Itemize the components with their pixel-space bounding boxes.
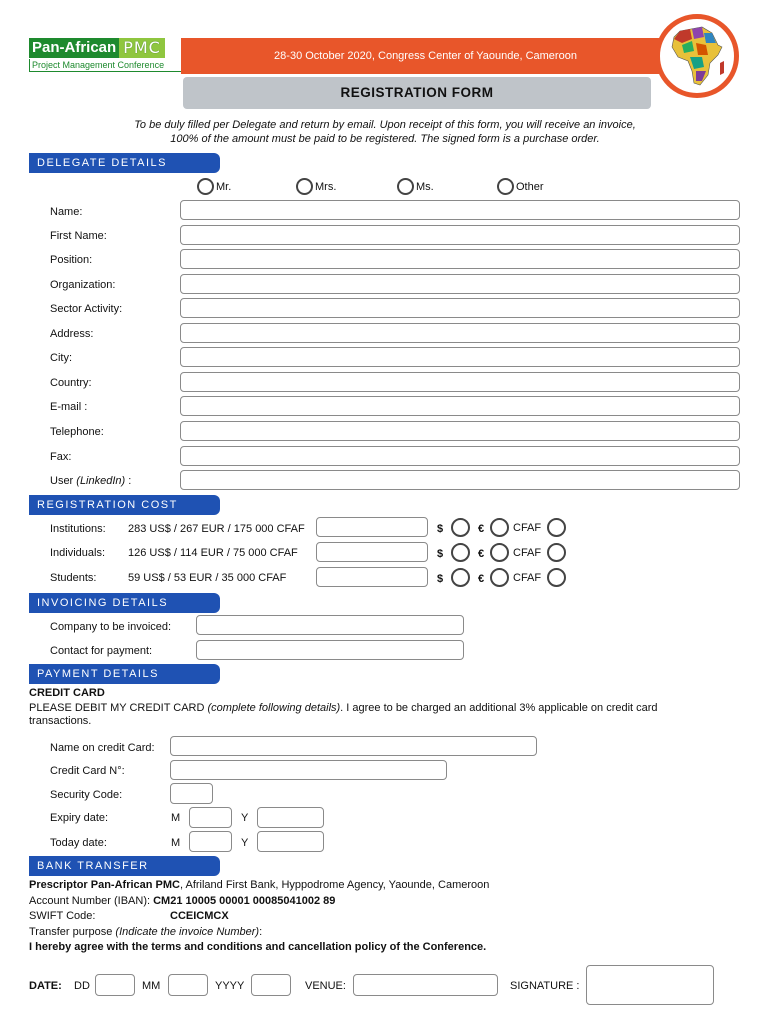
cur-eur-label: € [478, 573, 485, 585]
title-radio-ms[interactable] [397, 178, 414, 195]
today-y-label: Y [241, 837, 249, 849]
address-field[interactable] [180, 323, 740, 343]
cost-students-amount[interactable] [316, 567, 428, 587]
africa-map-icon [655, 14, 739, 98]
cost-students-price: 59 US$ / 53 EUR / 35 000 CFAF [128, 572, 287, 584]
fax-field[interactable] [180, 446, 740, 466]
title-label-other: Other [516, 181, 544, 193]
card-number-label: Credit Card N°: [50, 765, 125, 777]
cost-institutions-eur-radio[interactable] [490, 518, 509, 537]
agreement-text: I hereby agree with the terms and conditions and cancellation policy of the Conference. [29, 941, 487, 953]
credit-card-heading: CREDIT CARD [29, 687, 105, 699]
contact-payment-label: Contact for payment: [50, 645, 153, 657]
first-name-label: First Name: [50, 230, 107, 242]
footer-day-field[interactable] [95, 974, 135, 996]
position-label: Position: [50, 254, 93, 266]
event-banner: 28-30 October 2020, Congress Center of Yaounde, Cameroon [181, 38, 670, 74]
cur-eur-label: € [478, 548, 485, 560]
cost-institutions-label: Institutions: [50, 523, 106, 535]
title-label-mr: Mr. [216, 181, 232, 193]
cur-usd-label: $ [437, 523, 444, 535]
contact-payment-field[interactable] [196, 640, 464, 660]
cost-students-usd-radio[interactable] [451, 568, 470, 587]
security-code-field[interactable] [170, 783, 213, 804]
today-month-field[interactable] [189, 831, 232, 852]
section-payment-details: PAYMENT DETAILS [29, 664, 220, 684]
expiry-month-field[interactable] [189, 807, 232, 828]
cost-institutions-usd-radio[interactable] [451, 518, 470, 537]
intro-line-2: 100% of the amount must be paid to be registered. The signed form is a purchase order. [170, 133, 600, 145]
cost-individuals-usd-radio[interactable] [451, 543, 470, 562]
logo-pmc: PMC [119, 38, 165, 58]
linkedin-label: User (LinkedIn) : [50, 475, 132, 487]
today-m-label: M [171, 837, 181, 849]
logo-subtitle: Project Management Conference [29, 59, 187, 72]
footer-signature-label: SIGNATURE : [510, 980, 580, 992]
page-title: REGISTRATION FORM [183, 77, 651, 109]
footer-mm-label: MM [142, 980, 161, 992]
fax-label: Fax: [50, 451, 72, 463]
card-number-field[interactable] [170, 760, 447, 780]
footer-dd-label: DD [74, 980, 90, 992]
address-label: Address: [50, 328, 94, 340]
intro-line-1: To be duly filled per Delegate and return by email. Upon receipt of this form, you will receive an invoice, [134, 119, 636, 131]
organization-field[interactable] [180, 274, 740, 294]
name-label: Name: [50, 206, 83, 218]
footer-signature-field[interactable] [586, 965, 714, 1005]
footer-venue-label: VENUE: [305, 980, 346, 992]
footer-date-label: DATE: [29, 980, 62, 992]
sector-activity-field[interactable] [180, 298, 740, 318]
cost-individuals-eur-radio[interactable] [490, 543, 509, 562]
organization-label: Organization: [50, 279, 116, 291]
email-label: E-mail : [50, 401, 88, 413]
cost-individuals-amount[interactable] [316, 542, 428, 562]
section-delegate-details: DELEGATE DETAILS [29, 153, 220, 173]
title-label-ms: Ms. [416, 181, 434, 193]
country-label: Country: [50, 377, 92, 389]
transfer-purpose: Transfer purpose (Indicate the invoice Number): [29, 926, 263, 938]
name-field[interactable] [180, 200, 740, 220]
swift-value: CCEICMCX [170, 910, 229, 922]
title-radio-other[interactable] [497, 178, 514, 195]
cost-individuals-price: 126 US$ / 114 EUR / 75 000 CFAF [128, 547, 298, 559]
name-on-card-label: Name on credit Card: [50, 742, 155, 754]
iban-line: Account Number (IBAN): CM21 10005 00001 00085041002 89 [29, 895, 336, 907]
debit-text-cont: transactions. [29, 715, 92, 727]
city-field[interactable] [180, 347, 740, 367]
cost-institutions-price: 283 US$ / 267 EUR / 175 000 CFAF [128, 523, 305, 535]
section-bank-transfer: BANK TRANSFER [29, 856, 220, 876]
section-invoicing-details: INVOICING DETAILS [29, 593, 220, 613]
cost-institutions-amount[interactable] [316, 517, 428, 537]
linkedin-field[interactable] [180, 470, 740, 490]
intro-text [60, 118, 710, 146]
cost-students-label: Students: [50, 572, 97, 584]
cur-eur-label: € [478, 523, 485, 535]
cost-students-eur-radio[interactable] [490, 568, 509, 587]
company-invoiced-label: Company to be invoiced: [50, 621, 172, 633]
cur-cfaf-label: CFAF [513, 547, 542, 559]
prescriptor-line: Prescriptor Pan-African PMC, Afriland First Bank, Hyppodrome Agency, Yaounde, Cameroon [29, 879, 490, 891]
footer-yyyy-label: YYYY [215, 980, 245, 992]
today-date-label: Today date: [50, 837, 107, 849]
section-registration-cost: REGISTRATION COST [29, 495, 220, 515]
logo-pan-african: Pan-African [29, 38, 119, 58]
email-field[interactable] [180, 396, 740, 416]
expiry-label: Expiry date: [50, 812, 109, 824]
expiry-y-label: Y [241, 812, 249, 824]
city-label: City: [50, 352, 72, 364]
company-invoiced-field[interactable] [196, 615, 464, 635]
cur-cfaf-label: CFAF [513, 522, 542, 534]
cost-institutions-cfaf-radio[interactable] [547, 518, 566, 537]
cur-usd-label: $ [437, 573, 444, 585]
today-year-field[interactable] [257, 831, 324, 852]
telephone-field[interactable] [180, 421, 740, 441]
title-radio-mrs[interactable] [296, 178, 313, 195]
cost-individuals-label: Individuals: [50, 547, 106, 559]
swift-label: SWIFT Code: [29, 910, 96, 922]
security-code-label: Security Code: [50, 789, 123, 801]
title-radio-mr[interactable] [197, 178, 214, 195]
footer-venue-field[interactable] [353, 974, 498, 996]
footer-month-field[interactable] [168, 974, 208, 996]
position-field[interactable] [180, 249, 740, 269]
sector-activity-label: Sector Activity: [50, 303, 123, 315]
country-field[interactable] [180, 372, 740, 392]
logo [29, 38, 165, 58]
cost-students-cfaf-radio[interactable] [547, 568, 566, 587]
first-name-field[interactable] [180, 225, 740, 245]
expiry-year-field[interactable] [257, 807, 324, 828]
footer-year-field[interactable] [251, 974, 291, 996]
name-on-card-field[interactable] [170, 736, 537, 756]
title-label-mrs: Mrs. [315, 181, 337, 193]
cur-cfaf-label: CFAF [513, 572, 542, 584]
cur-usd-label: $ [437, 548, 444, 560]
expiry-m-label: M [171, 812, 181, 824]
cost-individuals-cfaf-radio[interactable] [547, 543, 566, 562]
telephone-label: Telephone: [50, 426, 104, 438]
debit-text: PLEASE DEBIT MY CREDIT CARD (complete following details). I agree to be charged an additional 3% applicable on credit card [29, 702, 658, 714]
